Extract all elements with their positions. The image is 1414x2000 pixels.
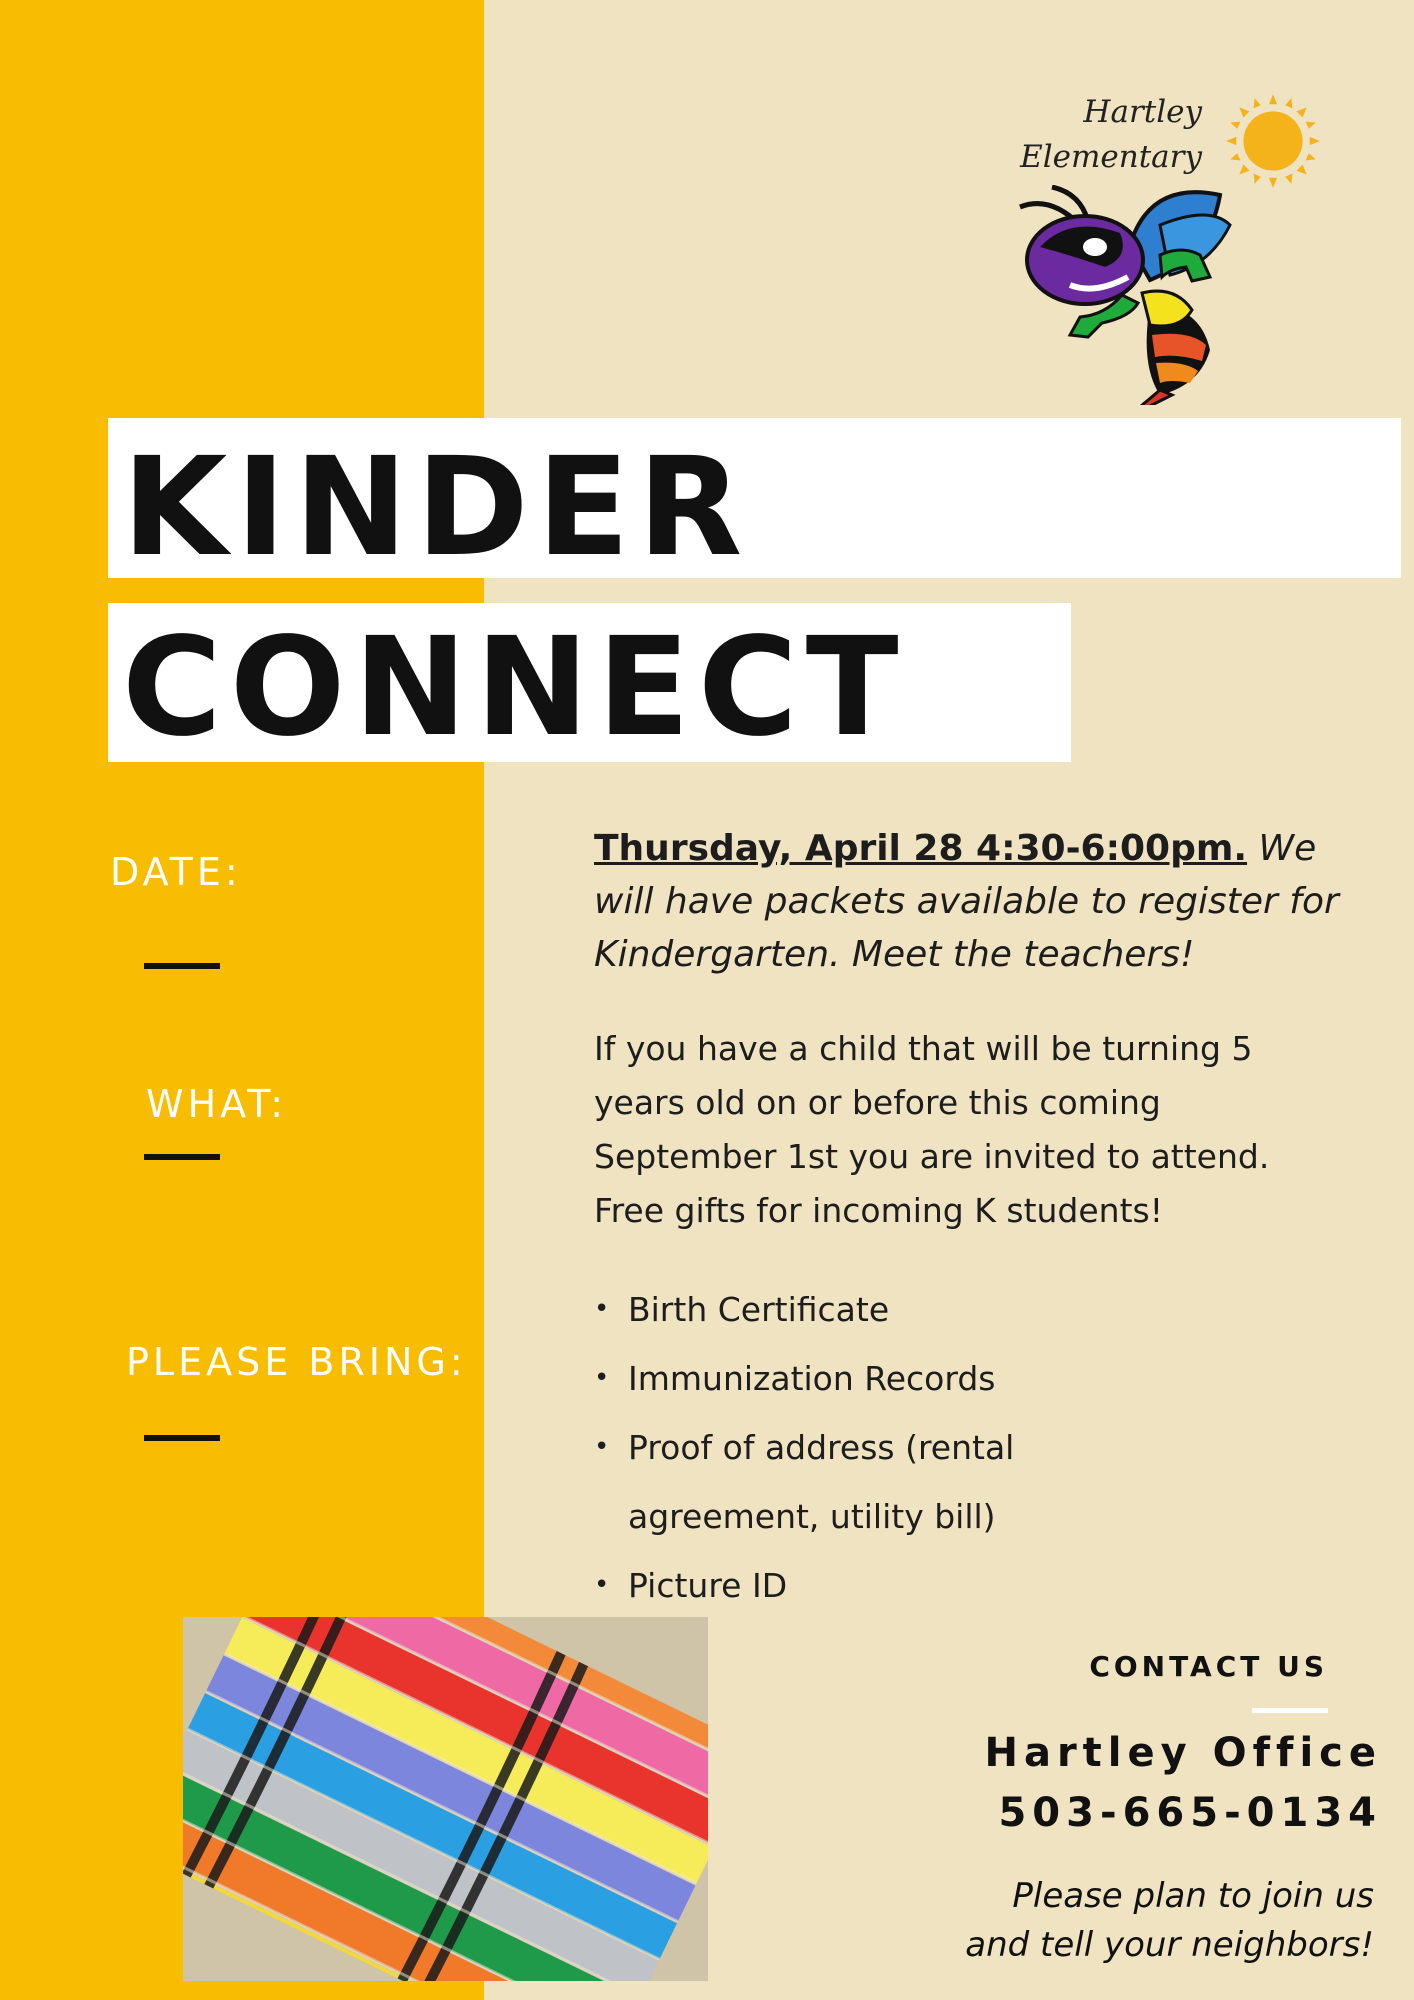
closing-message (880, 1872, 1374, 1970)
date-text (594, 822, 1374, 981)
please-bring-label: PLEASE BRING: (126, 1340, 467, 1384)
bring-dash (144, 1435, 220, 1441)
event-details: We will have packets available to register for Kindergarten. Meet the teachers! (594, 828, 1339, 975)
title-line-1: KINDER (122, 429, 751, 587)
what-text: If you have a child that will be turning 5 years old on or before this coming September 1st you are invited to attend. Free gifts for incoming K students! (594, 1029, 1270, 1230)
closing-line-2: and tell your neighbors! (965, 1925, 1374, 1965)
school-name (960, 90, 1202, 180)
closing-line-1: Please plan to join us (1012, 1876, 1374, 1916)
office-phone: 503-665-0134 (998, 1790, 1382, 1836)
hornet-mascot-icon (1010, 185, 1240, 405)
date-dash (144, 963, 220, 969)
list-item: • Proof of address (rental agreement, utility bill) (594, 1413, 1134, 1551)
crayons-photo (183, 1617, 708, 1981)
event-datetime: Thursday, April 28 4:30-6:00pm. (594, 828, 1248, 869)
school-name-line2: Elementary (1020, 139, 1202, 175)
bring-list (594, 1275, 1134, 1620)
title-line-2: CONNECT (122, 609, 907, 767)
office-name: Hartley Office (984, 1730, 1382, 1776)
list-item: • Birth Certificate (594, 1275, 1134, 1344)
list-item: • Immunization Records (594, 1344, 1134, 1413)
date-label: DATE: (110, 850, 242, 894)
contact-divider (1252, 1708, 1328, 1713)
list-item: • Picture ID (594, 1551, 1134, 1620)
contact-heading: CONTACT US (1089, 1650, 1328, 1683)
school-name-line1: Hartley (1083, 94, 1202, 130)
sun-icon (1222, 90, 1324, 192)
what-label: WHAT: (146, 1082, 288, 1126)
what-dash (144, 1154, 220, 1160)
